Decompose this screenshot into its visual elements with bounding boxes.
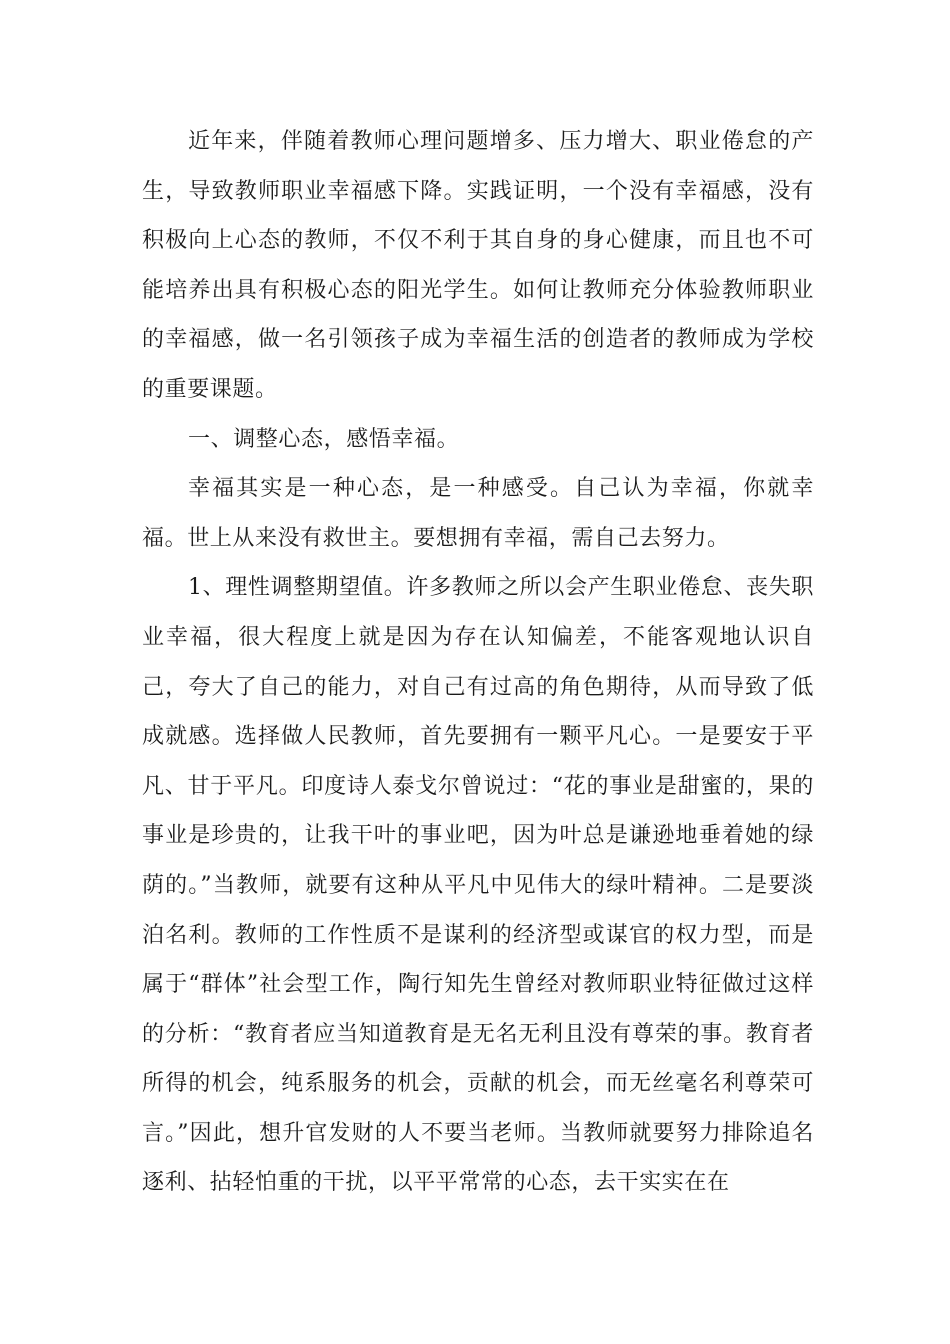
- paragraph-happiness: 幸福其实是一种心态，是一种感受。自己认为幸福，你就幸福。世上从来没有救世主。要想拥有幸福，需自己去努力。: [142, 476, 814, 551]
- section-heading: 一、调整心态，感悟幸福。: [188, 426, 460, 452]
- paragraph-expectations: 1、理性调整期望值。许多教师之所以会产生职业倦怠、丧失职业幸福，很大程度上就是因为存在认知偏差，不能客观地认识自己，夸大了自己的能力，对自己有过高的角色期待，从而导致了低成就感。选择做人民教师，首先要拥有一颗平凡心。一是要安于平凡、甘于平凡。印度诗人泰戈尔曾说过：“花的事业是甜蜜的，果的事业是珍贵的，让我干叶的事业吧，因为叶总是谦逊地垂着她的绿荫的。”当教师，就要有这种从平凡中见伟大的绿叶精神。二是要淡泊名利。教师的工作性质不是谋利的经济型或谋官的权力型，而是属于“群体”社会型工作，陶行知先生曾经对教师职业特征做过这样的分析：“教育者应当知道教育是无名无利且没有尊荣的事。教育者所得的机会，纯系服务的机会，贡献的机会，而无丝毫名利尊荣可言。”因此，想升官发财的人不要当老师。当教师就要努力排除追名逐利、拈轻怕重的干扰，以平平常常的心态，去干实实在在: [142, 575, 814, 1196]
- document-body: [142, 117, 814, 1208]
- paragraph-intro: 近年来，伴随着教师心理问题增多、压力增大、职业倦怠的产生，导致教师职业幸福感下降。实践证明，一个没有幸福感，没有积极向上心态的教师，不仅不利于其自身的身心健康，而且也不可能培养出具有积极心态的阳光学生。如何让教师充分体验教师职业的幸福感，做一名引领孩子成为幸福生活的创造者的教师成为学校的重要课题。: [142, 129, 814, 402]
